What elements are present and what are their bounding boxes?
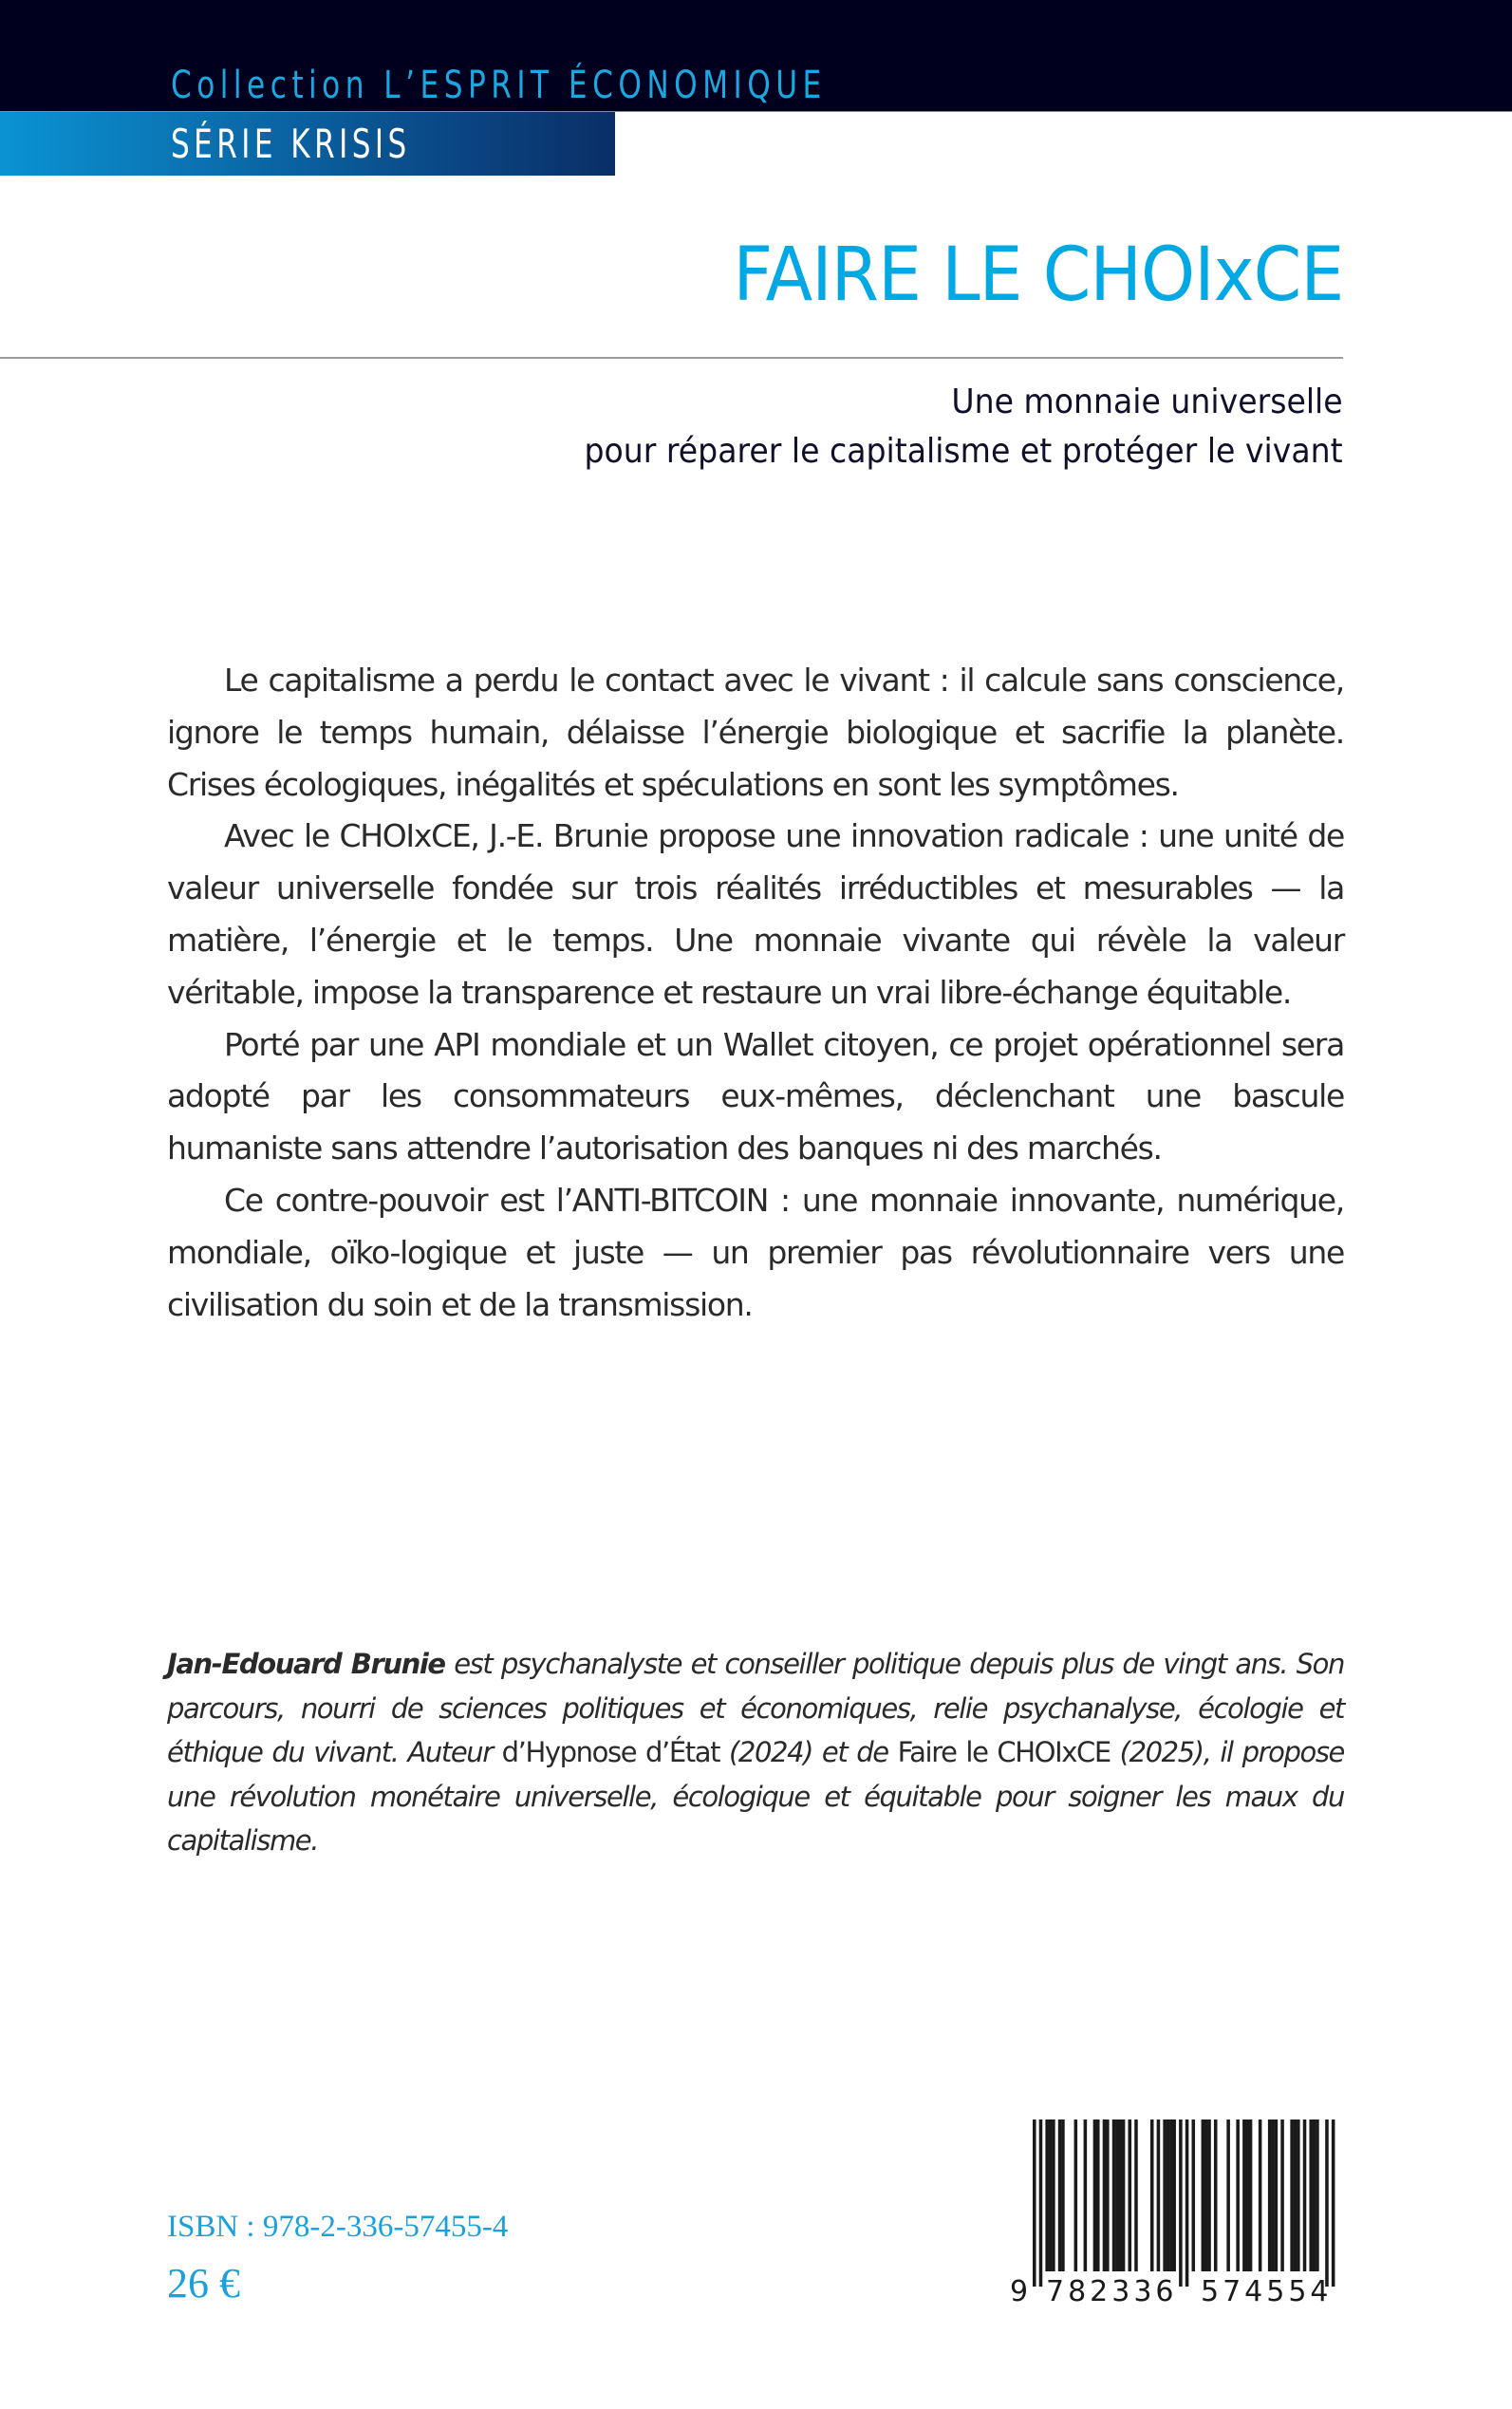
barcode-first-digit: 9: [1010, 2275, 1029, 2305]
bio-text-1: est psychanalyste et conseiller politique depuis plus de vingt ans. Son parcours, nourri de sciences politiques et économiques, relie psychanalyse, écologie et éthique du vivant. Auteur: [167, 1648, 1344, 1768]
bio-book-title-1: d’Hypnose d’État: [501, 1736, 720, 1768]
title-divider: [0, 357, 1343, 359]
book-title: FAIRE LE CHOIxCE: [733, 233, 1343, 318]
bio-text-3: (2025), il propose une révolution monétaire universelle, écologique et équitable pour soigner les maux du capitalisme.: [167, 1736, 1344, 1857]
blurb-paragraph: Ce contre-pouvoir est l’ANTI-BITCOIN : une monnaie innovante, numérique, mondiale, oïko-logique et juste — un premier pas révolutionnaire vers une civilisation du soin et de la transmission.: [167, 1181, 1344, 1323]
blurb: [167, 655, 1344, 1331]
isbn: ISBN : 978-2-336-57455-4: [167, 2210, 509, 2244]
blurb-paragraph: Porté par une API mondiale et un Wallet citoyen, ce projet opérationnel sera adopté par les consommateurs eux-mêmes, déclenchant une bascule humaniste sans attendre l’autorisation des banques ni des marchés.: [167, 1025, 1344, 1167]
author-name: Jan-Edouard Brunie: [167, 1648, 445, 1680]
author-bio-text: [167, 1642, 1344, 1863]
subtitle-line-1: Une monnaie universelle: [951, 383, 1343, 421]
book-subtitle: [585, 378, 1343, 476]
collection-name: Collection L’ESPRIT ÉCONOMIQUE: [171, 64, 827, 107]
barcode-right-digits: 574554: [1201, 2275, 1333, 2305]
barcode-left-digits: 782336: [1046, 2275, 1178, 2305]
barcode: [1006, 2115, 1357, 2305]
author-bio: [167, 1642, 1344, 1863]
blurb-paragraph: Le capitalisme a perdu le contact avec le vivant : il calcule sans conscience, ignore le temps humain, délaisse l’énergie biologique et sacrifie la planète. Crises écologiques, inégalités et spéculations en sont les symptômes.: [167, 662, 1344, 803]
barcode-graphic: [1006, 2115, 1357, 2305]
blurb-paragraph: Avec le CHOIxCE, J.-E. Brunie propose une innovation radicale : une unité de valeur universelle fondée sur trois réalités irréductibles et mesurables — la matière, l’énergie et le temps. Une monnaie vivante qui révèle la valeur véritable, impose la transparence et restaure un vrai libre-échange équitable.: [167, 817, 1344, 1011]
bio-book-title-2: Faire le CHOIxCE: [897, 1736, 1111, 1768]
bio-text-2: (2024) et de: [719, 1736, 898, 1768]
series-name: SÉRIE KRISIS: [171, 121, 411, 167]
price: 26 €: [167, 2260, 240, 2306]
subtitle-line-2: pour réparer le capitalisme et protéger le vivant: [584, 432, 1343, 471]
